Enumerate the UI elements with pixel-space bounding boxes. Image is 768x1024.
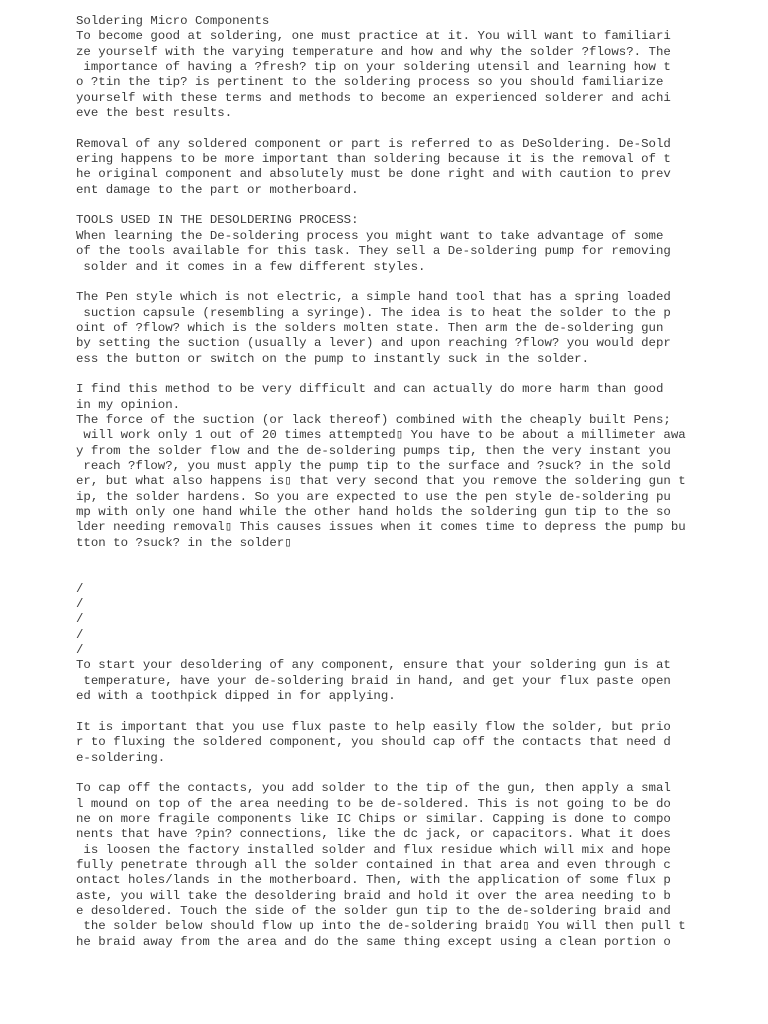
paragraph-tools bbox=[76, 213, 696, 274]
text-line: temperature, have your de-soldering braid in hand, and get your flux paste open bbox=[76, 673, 671, 688]
paragraph-opinion bbox=[76, 382, 696, 551]
text-line: he braid away from the area and do the same thing except using a clean portion o bbox=[76, 934, 671, 949]
paragraph-start-desoldering bbox=[76, 658, 696, 704]
text-line: is loosen the factory installed solder and flux residue which will mix and hope bbox=[76, 842, 671, 857]
text-line: yourself with these terms and methods to become an experienced solderer and achi bbox=[76, 90, 671, 105]
slash-line: / bbox=[76, 643, 84, 658]
text-line: ering happens to be more important than soldering because it is the removal of t bbox=[76, 152, 671, 167]
text-line: ent damage to the part or motherboard. bbox=[76, 182, 359, 197]
text-line: suction capsule (resembling a syringe). The idea is to heat the solder to the p bbox=[76, 305, 671, 320]
text-line: ne on more fragile components like IC Chips or similar. Capping is done to compo bbox=[76, 811, 671, 826]
text-line: solder and it comes in a few different styles. bbox=[76, 259, 426, 274]
text-line: lder needing removal▯ This causes issues when it comes time to depress the pump bu bbox=[76, 520, 686, 535]
text-line: aste, you will take the desoldering braid and hold it over the area needing to b bbox=[76, 888, 671, 903]
text-line: The force of the suction (or lack thereof) combined with the cheaply built Pens; bbox=[76, 412, 671, 427]
text-line: oint of ?flow? which is the solders molten state. Then arm the de-soldering gun bbox=[76, 320, 664, 335]
text-line: y from the solder flow and the de-soldering pumps tip, then the very instant you bbox=[76, 443, 671, 458]
text-line: Removal of any soldered component or part is referred to as DeSoldering. De-Sold bbox=[76, 136, 671, 151]
paragraph-desoldering-definition bbox=[76, 137, 696, 198]
paragraph-intro bbox=[76, 14, 696, 121]
text-line: I find this method to be very difficult and can actually do more harm than good bbox=[76, 382, 664, 397]
text-line: It is important that you use flux paste to help easily flow the solder, but prio bbox=[76, 719, 671, 734]
text-line: ze yourself with the varying temperature and how and why the solder ?flows?. The bbox=[76, 44, 671, 59]
text-line: fully penetrate through all the solder contained in that area and even through c bbox=[76, 857, 671, 872]
paragraph-flux-paste bbox=[76, 720, 696, 766]
text-line: of the tools available for this task. They sell a De-soldering pump for removing bbox=[76, 244, 671, 259]
document-page bbox=[76, 14, 696, 950]
text-line: in my opinion. bbox=[76, 397, 181, 412]
text-line: When learning the De-soldering process you might want to take advantage of some bbox=[76, 228, 664, 243]
text-line: To cap off the contacts, you add solder to the tip of the gun, then apply a smal bbox=[76, 781, 671, 796]
text-line: To start your desoldering of any component, ensure that your soldering gun is at bbox=[76, 658, 671, 673]
text-line: r to fluxing the soldered component, you should cap off the contacts that need d bbox=[76, 735, 671, 750]
text-line: eve the best results. bbox=[76, 106, 233, 121]
paragraph-cap-contacts bbox=[76, 781, 696, 950]
text-line: will work only 1 out of 20 times attempted▯ You have to be about a millimeter awa bbox=[76, 428, 686, 443]
text-line: the solder below should flow up into the de-soldering braid▯ You will then pull t bbox=[76, 919, 686, 934]
document-title: Soldering Micro Components bbox=[76, 14, 270, 28]
text-line: nents that have ?pin? connections, like the dc jack, or capacitors. What it does bbox=[76, 827, 671, 842]
text-line: reach ?flow?, you must apply the pump tip to the surface and ?suck? in the sold bbox=[76, 458, 671, 473]
text-line: by setting the suction (usually a lever) and upon reaching ?flow? you would depr bbox=[76, 336, 671, 351]
text-line: The Pen style which is not electric, a simple hand tool that has a spring loaded bbox=[76, 290, 671, 305]
slash-separator bbox=[76, 582, 696, 659]
text-line: mp with only one hand while the other hand holds the soldering gun tip to the so bbox=[76, 505, 671, 519]
paragraph-pen-style bbox=[76, 290, 696, 367]
paragraph-gap bbox=[76, 566, 696, 581]
text-line: e desoldered. Touch the side of the solder gun tip to the de-soldering braid and bbox=[76, 903, 671, 918]
text-line: ip, the solder hardens. So you are expected to use the pen style de-soldering pu bbox=[76, 489, 671, 504]
paragraph-gap bbox=[76, 121, 696, 136]
text-line: tton to ?suck? in the solder▯ bbox=[76, 535, 292, 550]
text-line: e-soldering. bbox=[76, 750, 166, 765]
text-line: er, but what also happens is▯ that very second that you remove the soldering gun t bbox=[76, 474, 686, 489]
text-line: ed with a toothpick dipped in for applying. bbox=[76, 689, 396, 704]
slash-line: / bbox=[76, 597, 84, 612]
text-line: ontact holes/lands in the motherboard. Then, with the application of some flux p bbox=[76, 873, 671, 888]
text-line: o ?tin the tip? is pertinent to the soldering process so you should familiarize bbox=[76, 75, 664, 90]
slash-line: / bbox=[76, 612, 84, 627]
text-line: To become good at soldering, one must practice at it. You will want to familiari bbox=[76, 29, 671, 44]
text-line: l mound on top of the area needing to be de-soldered. This is not going to be do bbox=[76, 796, 671, 811]
slash-line: / bbox=[76, 581, 84, 596]
text-line: he original component and absolutely must be done right and with caution to prev bbox=[76, 167, 671, 182]
section-heading: TOOLS USED IN THE DESOLDERING PROCESS: bbox=[76, 213, 359, 228]
text-line: ess the button or switch on the pump to instantly suck in the solder. bbox=[76, 351, 590, 366]
slash-line: / bbox=[76, 627, 84, 642]
text-line: importance of having a ?fresh? tip on your soldering utensil and learning how t bbox=[76, 60, 671, 75]
